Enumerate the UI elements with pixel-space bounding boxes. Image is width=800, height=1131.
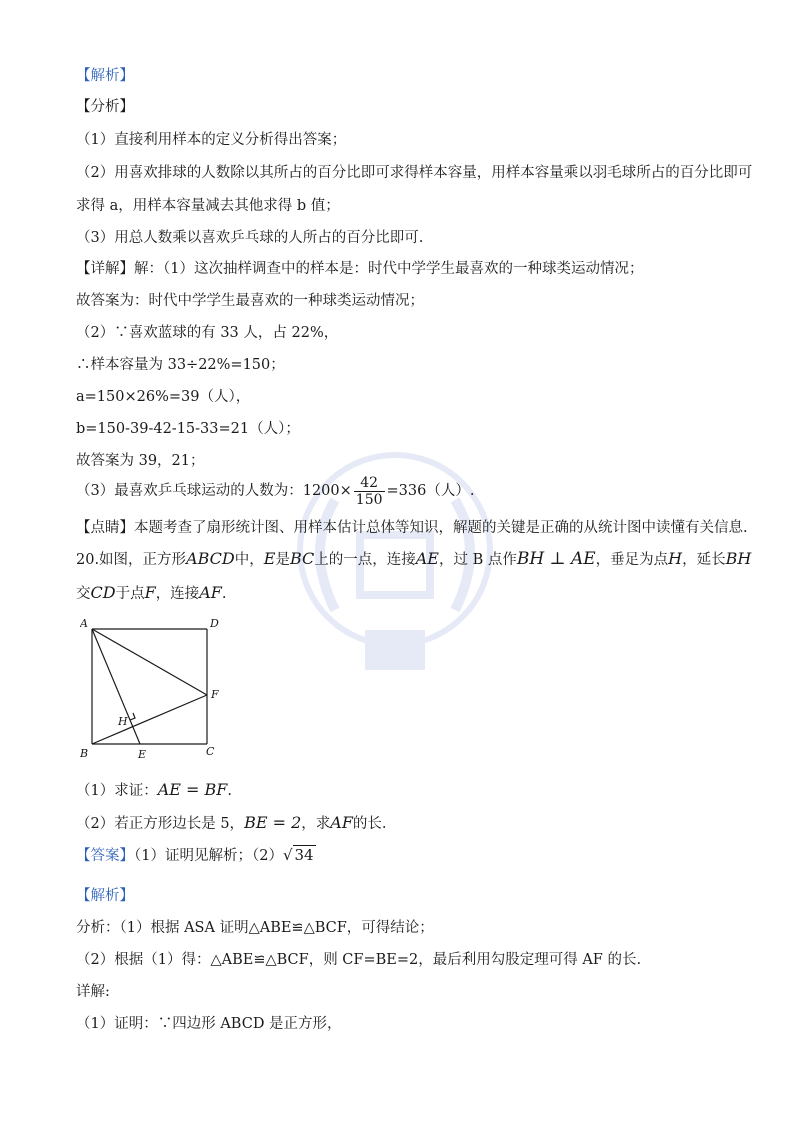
- problem-20-line-2: [76, 583, 226, 604]
- q20-math-e: E: [263, 549, 276, 568]
- solution-analysis-2: （2）根据（1）得：△ABE≌△BCF，则 CF=BE=2，最后利用勾股定理可得 AF 的长.: [76, 952, 642, 968]
- section-fenxi: 【分析】: [76, 99, 134, 115]
- q20-text-k: .: [221, 586, 227, 602]
- solution-detail-label: 详解:: [76, 984, 110, 1000]
- sqrt-34: √ 34: [282, 846, 314, 864]
- label-e: E: [138, 748, 147, 761]
- detail-1: 【详解】解：（1）这次抽样调查中的样本是：时代中学学生最喜欢的一种球类运动情况；: [76, 261, 644, 277]
- problem-20-line-1: [76, 549, 751, 570]
- label-d: D: [210, 617, 219, 630]
- q20-text-d: 上的一点，连接: [314, 552, 416, 568]
- section-jiexi-1: 【解析】: [76, 68, 134, 84]
- q2-math-af: AF: [330, 813, 353, 832]
- section-jiexi-2: 【解析】: [76, 888, 134, 904]
- q20-math-f: F: [144, 583, 156, 602]
- q20-text-c: 是: [275, 552, 290, 568]
- q20-math-bc: BC: [289, 549, 315, 568]
- sample-size: ∴样本容量为 33÷22%=150；: [76, 357, 285, 373]
- q1-math: AE = BF: [157, 780, 228, 799]
- answer-2: 故答案为 39，21；: [76, 453, 205, 469]
- q20-text-b: 中，: [234, 552, 264, 568]
- q20-math-bh-perp-ae: BH ⊥ AE: [516, 549, 596, 569]
- q20-math-bh: BH: [725, 549, 752, 568]
- fraction-denominator: 150: [355, 491, 383, 508]
- detail-3: [76, 474, 474, 508]
- label-f: F: [211, 688, 219, 701]
- q20-math-h: H: [668, 549, 683, 568]
- fraction: [354, 475, 385, 508]
- label-a: A: [80, 617, 88, 630]
- calc-a: a=150×26%=39（人），: [76, 389, 251, 405]
- answer-1: 故答案为：时代中学学生最喜欢的一种球类运动情况；: [76, 293, 424, 309]
- q2-text-b: ，求: [301, 816, 331, 832]
- analysis-1: （1）直接利用样本的定义分析得出答案；: [76, 132, 347, 148]
- q20-text-g: ，延长: [682, 552, 726, 568]
- detail-3-text: （3）最喜欢乒乓球运动的人数为：1200×: [76, 483, 352, 499]
- q1-text: （1）求证：: [76, 783, 158, 799]
- q20-math-ae: AE: [415, 549, 439, 568]
- q20-text-h: 交: [76, 586, 91, 602]
- q20-text-i: 于点: [115, 586, 145, 602]
- q2-math-be: BE = 2: [244, 813, 302, 832]
- analysis-3: （3）用总人数乘以喜欢乒乓球的人所占的百分比即可.: [76, 230, 424, 246]
- solution-proof-1: （1）证明：∵四边形 ABCD 是正方形，: [76, 1016, 342, 1032]
- segment-bf: [92, 695, 207, 744]
- analysis-2-cont: 求得 a，用样本容量减去其他求得 b 值；: [76, 198, 340, 214]
- square-figure: [80, 615, 220, 765]
- label-h: H: [118, 715, 128, 728]
- detail-3-result: =336（人）.: [386, 483, 475, 499]
- q20-math-cd: CD: [90, 583, 116, 602]
- question-2: [76, 813, 387, 834]
- q20-text-j: ，连接: [155, 586, 200, 602]
- answer-tag: 【答案】: [76, 848, 134, 864]
- dianjing: 【点睛】本题考查了扇形统计图、用样本估计总体等知识，解题的关键是正确的从统计图中读懂有关信息.: [76, 520, 748, 536]
- detail-2: （2）∵喜欢蓝球的有 33 人，占 22%，: [76, 325, 339, 341]
- q20-text-a: 20.如图，正方形: [76, 552, 187, 568]
- q2-text-c: 的长.: [352, 816, 387, 832]
- q20-text-f: ，垂足为点: [595, 552, 669, 568]
- q20-math-af: AF: [199, 583, 222, 602]
- label-b: B: [80, 747, 89, 760]
- answer-line: [76, 845, 316, 866]
- question-1: [76, 780, 232, 801]
- fraction-numerator: 42: [354, 475, 385, 492]
- calc-b: b=150-39-42-15-33=21（人）；: [76, 421, 300, 437]
- segment-af: [92, 629, 207, 695]
- sqrt-radicand: 34: [294, 846, 314, 864]
- analysis-2: （2）用喜欢排球的人数除以其所占的百分比即可求得样本容量，用样本容量乘以羽毛球所占的百分比即可: [76, 165, 753, 181]
- q2-text-a: （2）若正方形边长是 5，: [76, 816, 245, 832]
- q1-end: .: [227, 783, 233, 799]
- q20-text-e: ，过 B 点作: [438, 552, 517, 568]
- q20-math-abcd: ABCD: [186, 549, 235, 568]
- right-angle-mark: [130, 713, 135, 720]
- solution-analysis-1: 分析：（1）根据 ASA 证明△ABE≌△BCF，可得结论；: [76, 920, 434, 936]
- label-c: C: [206, 745, 215, 758]
- answer-text: （1）证明见解析；（2）: [134, 848, 283, 864]
